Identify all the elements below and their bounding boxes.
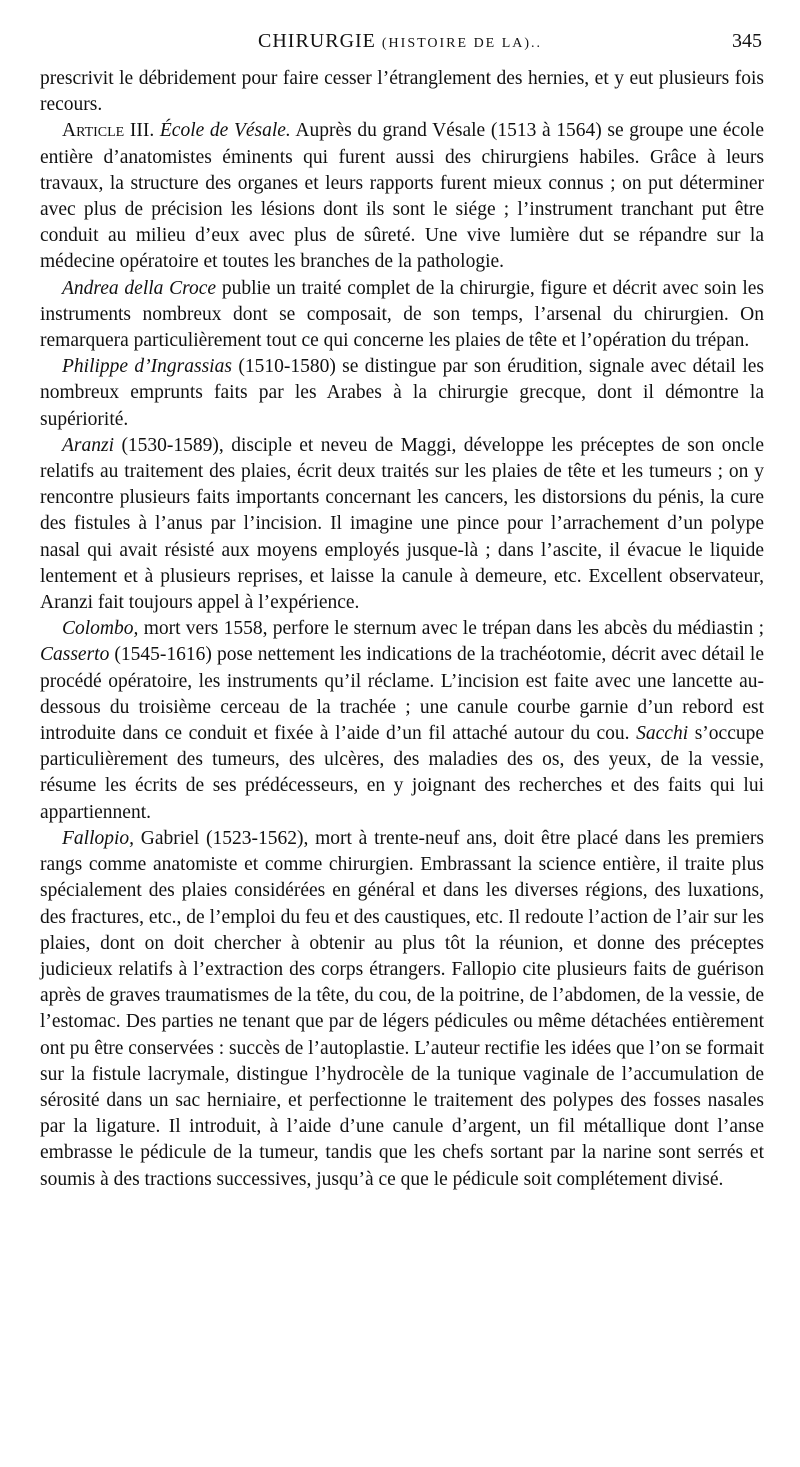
article-label: Article III. xyxy=(62,120,155,142)
paragraph-text: (1530-1589), disciple et neveu de Maggi, développe les préceptes de son oncle relatifs au traitement des plaies, écrit deux traités sur les plaies de tête et les tumeurs ; on y rencontre plusieurs faits importants concernant les cancers, les distorsions du pénis, la cure des fistules à l’anus par l’incision. Il imagine une pince pour l’arrachement d’un polype nasal qui avait résisté aux moyens employés jusque-là ; dans l’ascite, il évacue le liquide lentement et à plusieurs reprises, et laisse la canule à demeure, etc. Excellent observateur, Aranzi fait toujours appel à l’expérience. xyxy=(40,434,765,614)
paragraph-text: (1545-1616) pose nettement les indications de la trachéotomie, décrit avec détail le procédé opératoire, les instruments qu’il réclame. L’incision est faite avec une lancette au-dessous du troisième cerceau de la trachée ; une canule courbe garnie d’un rebord est introduite dans ce conduit et fixée à l’aide d’un fil attaché autour du cou. xyxy=(40,644,764,745)
paragraph-article-iii xyxy=(40,118,764,275)
running-title-main: CHIRURGIE xyxy=(258,30,376,52)
person-name: Fallopio, xyxy=(62,827,135,849)
running-title xyxy=(258,30,542,53)
paragraph-text: s’occupe particulièrement des tumeurs, des ulcères, des maladies des os, des yeux, de la vessie, résume les écrits de ses prédécesseurs, en y joignant des recherches et des faits qui lui appartiennent. xyxy=(40,723,765,823)
paragraph-colombo xyxy=(40,616,764,826)
paragraph-ingrassias xyxy=(40,354,764,433)
person-name: Andrea della Croce xyxy=(62,277,217,299)
running-title-subtitle: (HISTOIRE DE LA).. xyxy=(381,36,543,51)
page-body xyxy=(40,66,764,1193)
paragraph-text: Gabriel (1523-1562), mort à trente-neuf ans, doit être placé dans les premiers rangs comme anatomiste et comme chirurgien. Embrassant la science entière, il traite plus spécialement des plaies considérées en général et dans les diverses régions, des luxations, des fractures, etc., de l’emploi du feu et des caustiques, etc. Il redoute l’action de l’air sur les plaies, dont on doit chercher à obtenir au plus tôt la réunion, et donne des préceptes judicieux relatifs à l’extraction des corps étrangers. Fallopio cite plusieurs faits de guérison après de graves traumatismes de la tête, du cou, de la poitrine, de l’abdomen, de la vessie, de l’estomac. Des parties ne tenant que par de légers pédicules ou même détachées entièrement ont pu être conservées : succès de l’autoplastie. L’auteur rectifie les idées que l’on se formait sur la fistule lacrymale, distingue l’hydrocèle de la tunique vaginale de l’accumulation de sérosité dans un sac herniaire, et perfectionne le traitement des polypes des fosses nasales par la ligature. Il introduit, à l’aide d’une canule d’argent, un fil métallique dont l’anse embrasse le pédicule de la tumeur, tandis que les chefs sortant par la narine sont serrés et soumis à des tractions successives, jusqu’à ce que le pédicule soit complétement divisé. xyxy=(40,827,765,1190)
paragraph-della-croce xyxy=(40,276,764,355)
person-name: Casserto xyxy=(40,644,110,666)
paragraph-aranzi xyxy=(40,433,764,616)
paragraph-text: mort vers 1558, perfore le sternum avec le trépan dans les abcès du médiastin ; xyxy=(143,618,765,640)
paragraph-text: Auprès du grand Vésale (1513 à 1564) se groupe une école entière d’anatomistes éminents qui furent aussi des chirurgiens habiles. Grâce à leurs travaux, la structure des organes et leurs rapports furent mieux connus ; on put déterminer avec plus de précision les lésions dont ils sont le siége ; l’instrument tranchant put être conduit au milieu d’eux avec plus de sûreté. Une vive lumière dut se répandre sur la médecine opératoire et toutes les branches de la pathologie. xyxy=(40,120,764,273)
person-name: Philippe d’Ingrassias xyxy=(62,356,232,378)
person-name: Sacchi xyxy=(636,723,689,745)
person-name: Colombo, xyxy=(62,618,139,640)
paragraph-text: publie un traité complet de la chirurgie, figure et décrit avec soin les instruments nombreux dont se composait, de son temps, l’arsenal du chirurgien. On remarquera particulièrement tout ce qui concerne les plaies de tête et l’opération du trépan. xyxy=(40,277,764,352)
page-number: 345 xyxy=(732,30,762,52)
section-heading: École de Vésale. xyxy=(159,120,291,142)
paragraph-continued xyxy=(40,66,764,118)
paragraph-fallopio xyxy=(40,826,764,1193)
paragraph-text: (1510-1580) se distingue par son érudition, signale avec détail les nombreux emprunts faits par les Arabes à la chirurgie grecque, dont il démontre la supériorité. xyxy=(40,356,764,430)
paragraph-text: prescrivit le débridement pour faire cesser l’étranglement des hernies, et y eut plusieurs fois recours. xyxy=(40,68,764,116)
person-name: Aranzi xyxy=(62,434,115,456)
running-header xyxy=(0,30,800,58)
